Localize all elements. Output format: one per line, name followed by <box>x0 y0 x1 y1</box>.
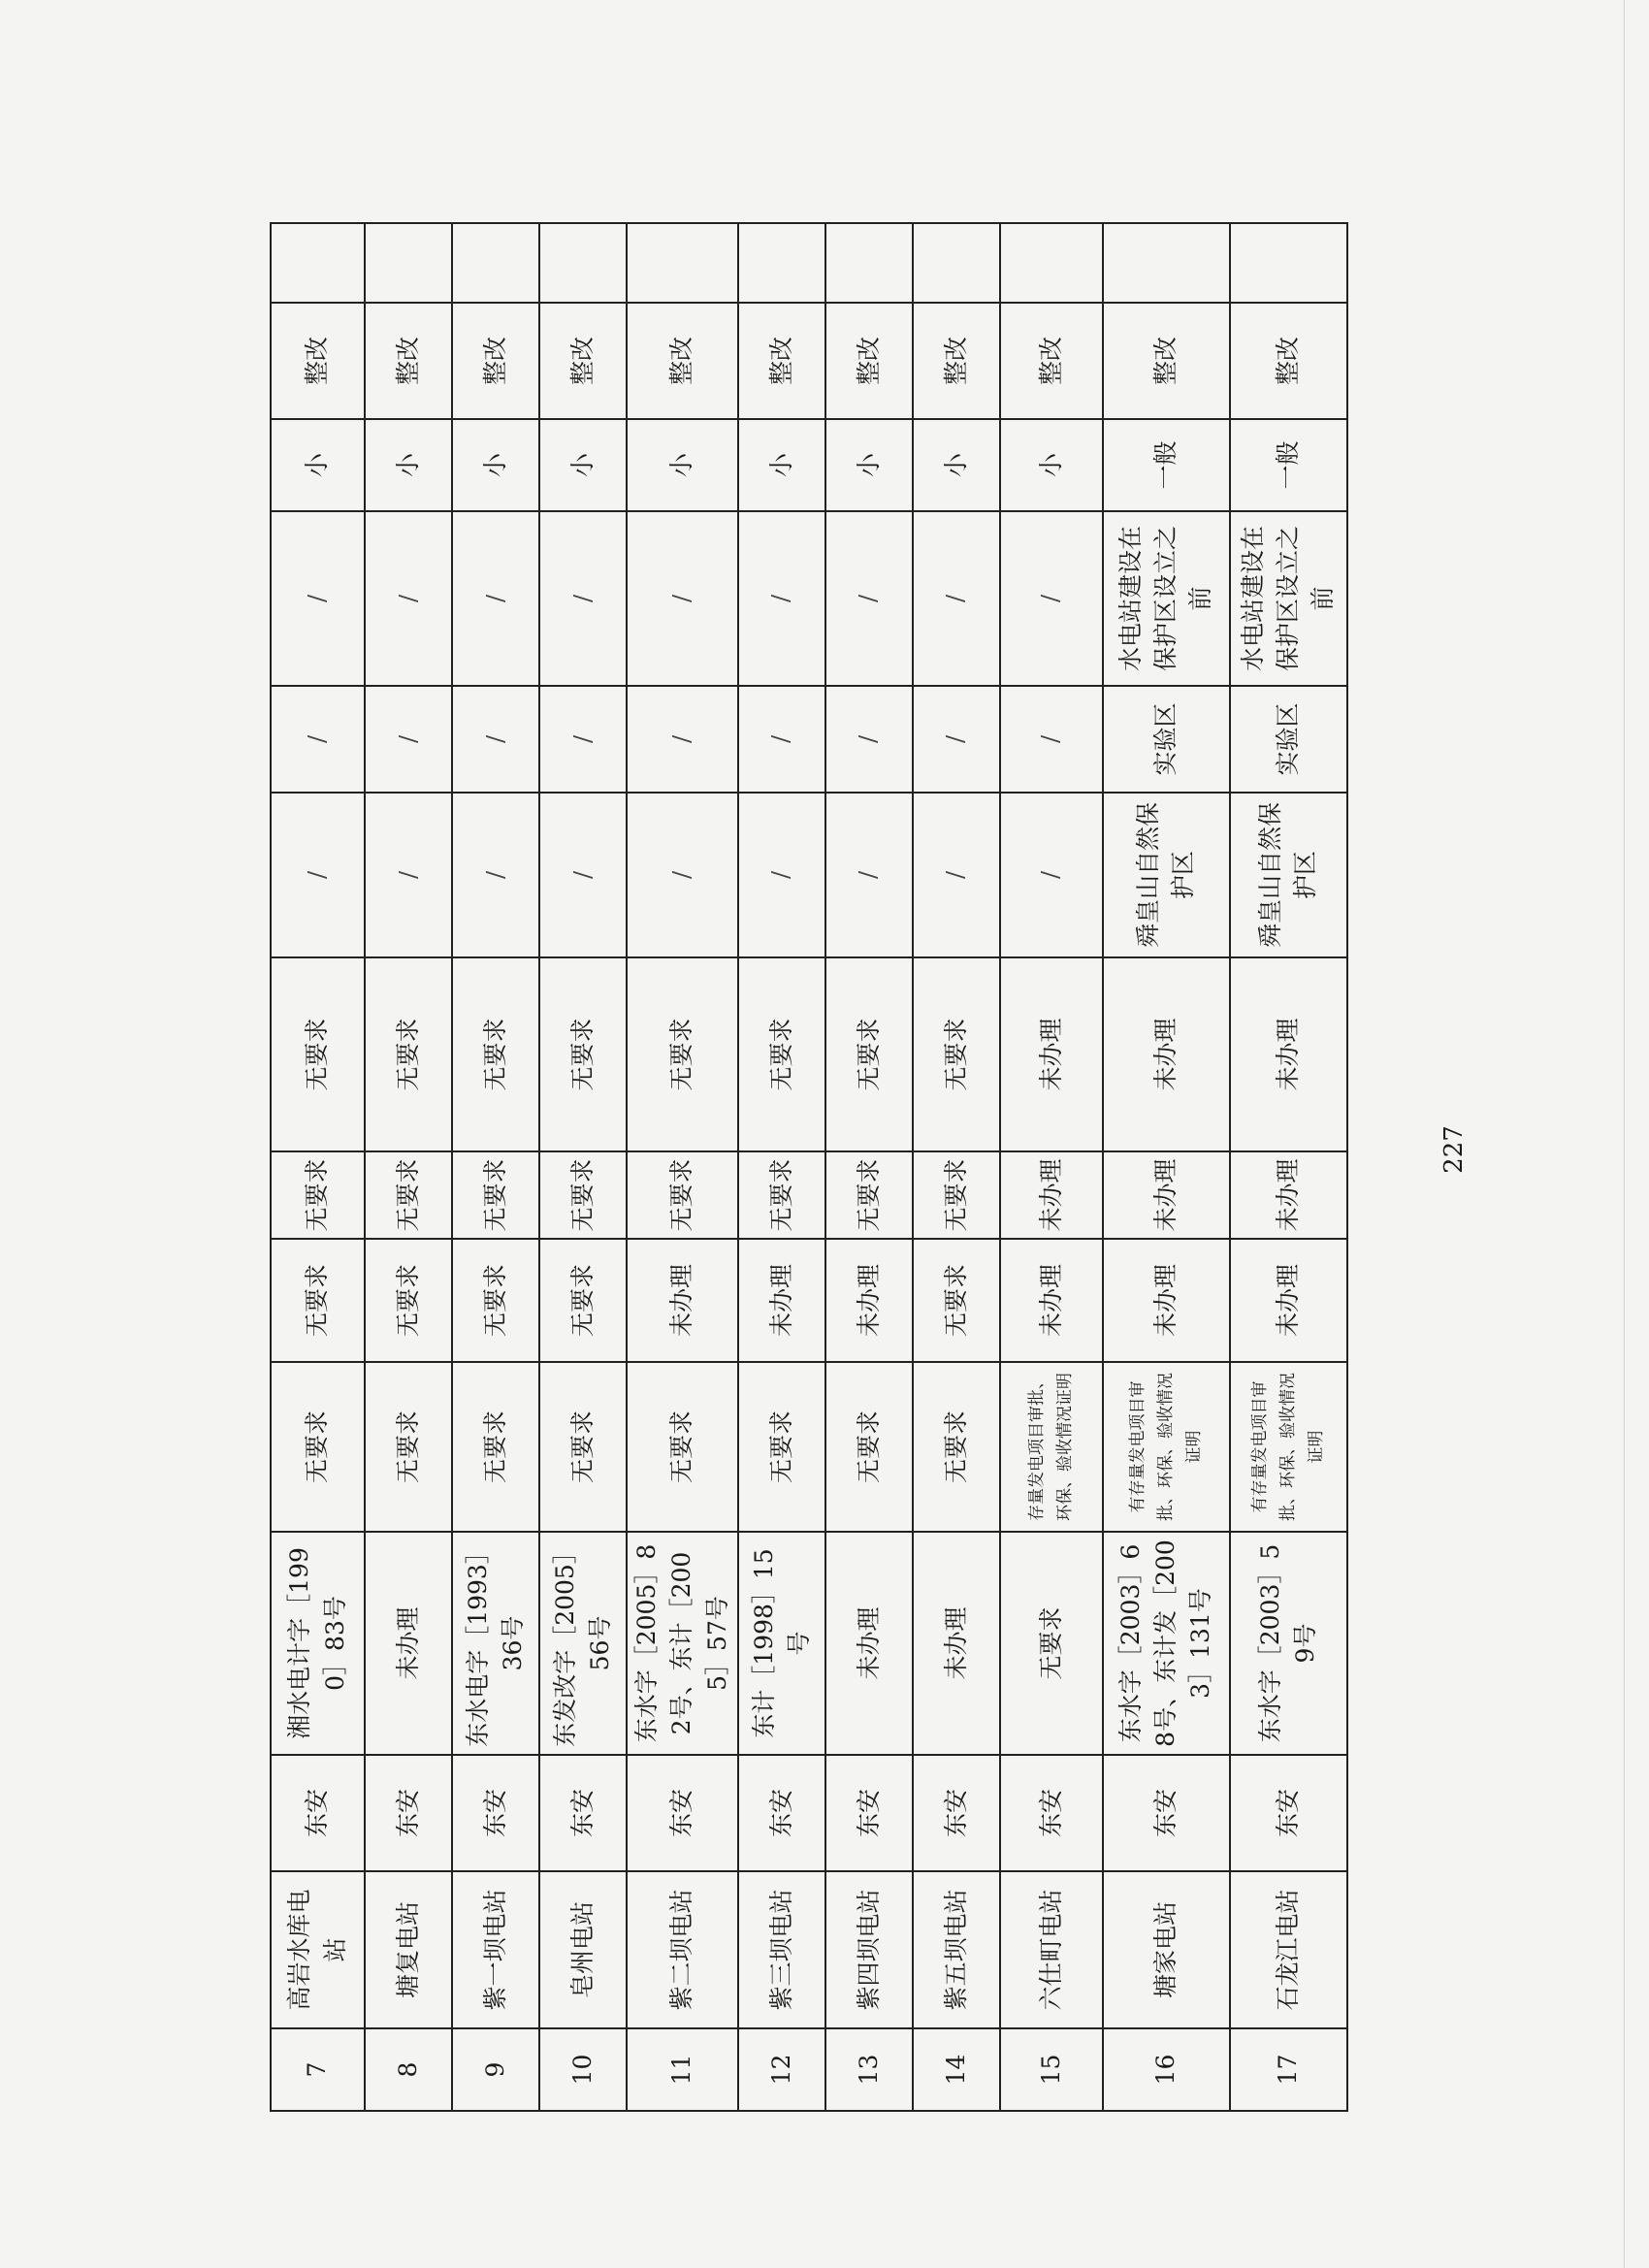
table-cell-col13: 整改 <box>365 303 452 419</box>
table-cell-col12: 小 <box>271 419 365 511</box>
table-cell-col1: 15 <box>1000 2028 1103 2111</box>
page-number: 227 <box>1439 1125 1469 1174</box>
table-row <box>365 223 452 2111</box>
table-cell-col5: 存量发电项目审批、环保、验收情况证明 <box>1000 1362 1103 1532</box>
table-cell-col3: 东安 <box>1000 1755 1103 1871</box>
page-edge-line <box>1624 0 1625 2268</box>
table-cell-col12: 小 <box>913 419 1000 511</box>
table-cell-col9: / <box>825 793 913 957</box>
table-cell-col1: 10 <box>539 2028 627 2111</box>
table-cell-col3: 东安 <box>825 1755 913 1871</box>
table-cell-col12: 小 <box>365 419 452 511</box>
table-cell-col7: 未办理 <box>1000 1151 1103 1239</box>
table-cell-col14 <box>1000 223 1103 303</box>
table-cell-col1: 7 <box>271 2028 365 2111</box>
table-cell-col14 <box>738 223 825 303</box>
table-cell-col4: 湘水电计字［1990］83号 <box>271 1532 365 1755</box>
table-cell-col4: 东水字［2003］68号、东计发［2003］131号 <box>1103 1532 1230 1755</box>
table-cell-col10: / <box>627 686 738 793</box>
table-cell-col11: / <box>738 511 825 686</box>
table-cell-col5: 无要求 <box>365 1362 452 1532</box>
table-cell-col12: 小 <box>825 419 913 511</box>
table-cell-col5: 无要求 <box>452 1362 539 1532</box>
table-cell-col3: 东安 <box>738 1755 825 1871</box>
table-cell-col10: / <box>738 686 825 793</box>
table-cell-col1: 13 <box>825 2028 913 2111</box>
table-cell-col14 <box>365 223 452 303</box>
table-cell-col13: 整改 <box>913 303 1000 419</box>
table-cell-col4: 未办理 <box>825 1532 913 1755</box>
table-cell-col7: 无要求 <box>913 1151 1000 1239</box>
table-cell-col11: / <box>271 511 365 686</box>
table-cell-col7: 无要求 <box>271 1151 365 1239</box>
table-cell-col10: / <box>1000 686 1103 793</box>
table-cell-col13: 整改 <box>1103 303 1230 419</box>
table-cell-col3: 东安 <box>1103 1755 1230 1871</box>
table-cell-col6: 未办理 <box>627 1239 738 1362</box>
table-cell-col12: 小 <box>627 419 738 511</box>
table-cell-col11: / <box>452 511 539 686</box>
table-row <box>539 223 627 2111</box>
table-cell-col11: / <box>365 511 452 686</box>
table-cell-col7: 无要求 <box>825 1151 913 1239</box>
table-cell-col13: 整改 <box>738 303 825 419</box>
table-cell-col3: 东安 <box>913 1755 1000 1871</box>
table-cell-col6: 未办理 <box>738 1239 825 1362</box>
table-cell-col10: 实验区 <box>1103 686 1230 793</box>
table-cell-col6: 无要求 <box>365 1239 452 1362</box>
table-cell-col7: 无要求 <box>539 1151 627 1239</box>
table-cell-col13: 整改 <box>539 303 627 419</box>
table-cell-col5: 无要求 <box>913 1362 1000 1532</box>
table-cell-col3: 东安 <box>1230 1755 1347 1871</box>
table-cell-col5: 无要求 <box>271 1362 365 1532</box>
table-cell-col3: 东安 <box>271 1755 365 1871</box>
table-row <box>1230 223 1347 2111</box>
table-cell-col8: 无要求 <box>271 957 365 1151</box>
table-cell-col6: 未办理 <box>1103 1239 1230 1362</box>
table-cell-col9: / <box>271 793 365 957</box>
table-cell-col2: 紫二坝电站 <box>627 1871 738 2028</box>
table-cell-col1: 8 <box>365 2028 452 2111</box>
table-cell-col8: 无要求 <box>913 957 1000 1151</box>
table-cell-col12: 小 <box>1000 419 1103 511</box>
table-cell-col1: 11 <box>627 2028 738 2111</box>
table-cell-col5: 无要求 <box>738 1362 825 1532</box>
table-cell-col2: 石龙江电站 <box>1230 1871 1347 2028</box>
table-cell-col4: 无要求 <box>1000 1532 1103 1755</box>
table-cell-col2: 紫四坝电站 <box>825 1871 913 2028</box>
table-cell-col14 <box>1103 223 1230 303</box>
table-cell-col14 <box>452 223 539 303</box>
table-cell-col10: / <box>825 686 913 793</box>
table-cell-col14 <box>271 223 365 303</box>
table-cell-col4: 东水字［2005］82号、东计［2005］57号 <box>627 1532 738 1755</box>
table-cell-col11: / <box>825 511 913 686</box>
table-row <box>627 223 738 2111</box>
table-cell-col8: 无要求 <box>738 957 825 1151</box>
table-cell-col7: 无要求 <box>365 1151 452 1239</box>
table-cell-col11: 水电站建设在保护区设立之前 <box>1103 511 1230 686</box>
table-cell-col2: 高岩水库电站 <box>271 1871 365 2028</box>
table-cell-col6: 未办理 <box>825 1239 913 1362</box>
table-cell-col14 <box>825 223 913 303</box>
table-cell-col8: 无要求 <box>365 957 452 1151</box>
table-cell-col7: 未办理 <box>1103 1151 1230 1239</box>
table-cell-col14 <box>627 223 738 303</box>
table-cell-col14 <box>913 223 1000 303</box>
table-cell-col7: 无要求 <box>738 1151 825 1239</box>
table-cell-col12: 小 <box>738 419 825 511</box>
table-cell-col2: 塘复电站 <box>365 1871 452 2028</box>
table-cell-col8: 未办理 <box>1103 957 1230 1151</box>
table-cell-col11: / <box>539 511 627 686</box>
table-cell-col5: 无要求 <box>825 1362 913 1532</box>
rotated-table-wrapper <box>270 224 1338 2112</box>
table-cell-col13: 整改 <box>627 303 738 419</box>
table-cell-col5: 无要求 <box>627 1362 738 1532</box>
table-cell-col1: 14 <box>913 2028 1000 2111</box>
table-cell-col1: 17 <box>1230 2028 1347 2111</box>
table-row <box>1103 223 1230 2111</box>
table-cell-col3: 东安 <box>539 1755 627 1871</box>
table-cell-col10: / <box>452 686 539 793</box>
table-cell-col6: 未办理 <box>1000 1239 1103 1362</box>
table-cell-col1: 16 <box>1103 2028 1230 2111</box>
table-cell-col4: 东计［1998］15号 <box>738 1532 825 1755</box>
table-cell-col3: 东安 <box>452 1755 539 1871</box>
table-cell-col9: / <box>365 793 452 957</box>
table-cell-col6: 无要求 <box>539 1239 627 1362</box>
table-cell-col5: 有存量发电项目审批、环保、验收情况证明 <box>1103 1362 1230 1532</box>
table-cell-col2: 紫三坝电站 <box>738 1871 825 2028</box>
table-cell-col3: 东安 <box>365 1755 452 1871</box>
table-cell-col8: 无要求 <box>627 957 738 1151</box>
table-row <box>913 223 1000 2111</box>
table-cell-col11: / <box>913 511 1000 686</box>
table-row <box>452 223 539 2111</box>
table-cell-col2: 六仕町电站 <box>1000 1871 1103 2028</box>
table-cell-col14 <box>539 223 627 303</box>
table-cell-col8: 无要求 <box>825 957 913 1151</box>
table-cell-col2: 紫一坝电站 <box>452 1871 539 2028</box>
table-cell-col7: 未办理 <box>1230 1151 1347 1239</box>
table-cell-col3: 东安 <box>627 1755 738 1871</box>
table-cell-col11: / <box>627 511 738 686</box>
table-cell-col13: 整改 <box>1000 303 1103 419</box>
table-row <box>1000 223 1103 2111</box>
table-cell-col14 <box>1230 223 1347 303</box>
table-cell-col9: / <box>452 793 539 957</box>
table-cell-col9: 舜皇山自然保护区 <box>1230 793 1347 957</box>
table-cell-col1: 9 <box>452 2028 539 2111</box>
table-cell-col13: 整改 <box>271 303 365 419</box>
table-cell-col4: 东水电字［1993］36号 <box>452 1532 539 1755</box>
table-cell-col5: 有存量发电项目审批、环保、验收情况证明 <box>1230 1362 1347 1532</box>
table-cell-col13: 整改 <box>1230 303 1347 419</box>
table-cell-col6: 未办理 <box>1230 1239 1347 1362</box>
table-row <box>825 223 913 2111</box>
table-cell-col4: 未办理 <box>913 1532 1000 1755</box>
table-row <box>271 223 365 2111</box>
table-cell-col7: 无要求 <box>452 1151 539 1239</box>
table-cell-col10: / <box>271 686 365 793</box>
table-cell-col2: 紫五坝电站 <box>913 1871 1000 2028</box>
table-cell-col6: 无要求 <box>452 1239 539 1362</box>
table-cell-col11: / <box>1000 511 1103 686</box>
table-cell-col8: 未办理 <box>1000 957 1103 1151</box>
table-cell-col12: 一般 <box>1103 419 1230 511</box>
table-cell-col4: 东水字［2003］59号 <box>1230 1532 1347 1755</box>
table-cell-col8: 未办理 <box>1230 957 1347 1151</box>
table-cell-col11: 水电站建设在保护区设立之前 <box>1230 511 1347 686</box>
table-cell-col9: / <box>627 793 738 957</box>
table-row <box>738 223 825 2111</box>
table-cell-col12: 一般 <box>1230 419 1347 511</box>
table-cell-col12: 小 <box>452 419 539 511</box>
table-cell-col9: / <box>1000 793 1103 957</box>
table-cell-col10: / <box>913 686 1000 793</box>
table-cell-col9: / <box>539 793 627 957</box>
table-cell-col10: / <box>539 686 627 793</box>
table-cell-col8: 无要求 <box>539 957 627 1151</box>
table-cell-col4: 未办理 <box>365 1532 452 1755</box>
table-cell-col12: 小 <box>539 419 627 511</box>
table-body <box>271 223 1347 2111</box>
table-cell-col13: 整改 <box>825 303 913 419</box>
table-cell-col2: 皂州电站 <box>539 1871 627 2028</box>
table-cell-col9: / <box>913 793 1000 957</box>
table-cell-col5: 无要求 <box>539 1362 627 1532</box>
table-cell-col1: 12 <box>738 2028 825 2111</box>
power-station-table <box>270 222 1348 2112</box>
table-cell-col6: 无要求 <box>913 1239 1000 1362</box>
table-cell-col9: 舜皇山自然保护区 <box>1103 793 1230 957</box>
table-cell-col6: 无要求 <box>271 1239 365 1362</box>
table-cell-col9: / <box>738 793 825 957</box>
table-cell-col7: 无要求 <box>627 1151 738 1239</box>
table-cell-col10: 实验区 <box>1230 686 1347 793</box>
table-cell-col2: 塘家电站 <box>1103 1871 1230 2028</box>
table-cell-col13: 整改 <box>452 303 539 419</box>
table-cell-col8: 无要求 <box>452 957 539 1151</box>
table-cell-col4: 东发改字［2005］56号 <box>539 1532 627 1755</box>
table-cell-col10: / <box>365 686 452 793</box>
